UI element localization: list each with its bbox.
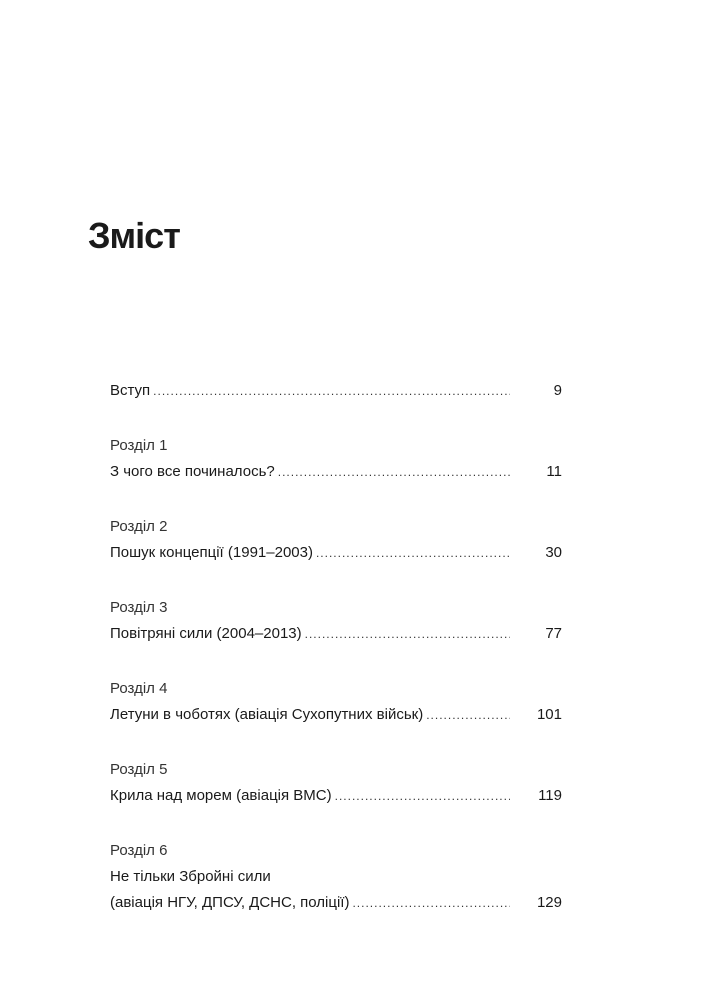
toc-entry-chapter-4 bbox=[110, 676, 562, 728]
toc-entry-chapter-3 bbox=[110, 595, 562, 647]
chapter-label: Розділ 4 bbox=[110, 680, 168, 697]
toc-line bbox=[110, 783, 562, 809]
dot-leader bbox=[335, 783, 510, 809]
toc-entry-title: Крила над морем (авіація ВМС) bbox=[110, 787, 332, 804]
chapter-label: Розділ 1 bbox=[110, 437, 168, 454]
toc-line bbox=[110, 378, 562, 404]
chapter-label: Розділ 6 bbox=[110, 842, 168, 859]
toc-entry-intro bbox=[110, 378, 562, 404]
table-of-contents bbox=[110, 378, 562, 945]
toc-entry-chapter-1 bbox=[110, 433, 562, 485]
chapter-label: Розділ 5 bbox=[110, 761, 168, 778]
toc-entry-chapter-5 bbox=[110, 757, 562, 809]
toc-line bbox=[110, 459, 562, 485]
page-number: 77 bbox=[545, 625, 562, 642]
dot-leader bbox=[426, 702, 510, 728]
page-title: Зміст bbox=[88, 215, 180, 256]
page-number: 119 bbox=[538, 787, 562, 804]
toc-entry-title: Летуни в чоботях (авіація Сухопутних військ) bbox=[110, 706, 424, 723]
toc-line bbox=[110, 621, 562, 647]
toc-entry-title-line: Не тільки Збройні сили bbox=[110, 868, 271, 885]
dot-leader bbox=[305, 621, 510, 647]
page-number: 11 bbox=[546, 463, 562, 480]
page-number: 101 bbox=[536, 706, 562, 723]
page-number: 129 bbox=[536, 894, 562, 911]
dot-leader bbox=[316, 540, 510, 566]
chapter-label: Розділ 2 bbox=[110, 518, 168, 535]
toc-entry-chapter-2 bbox=[110, 514, 562, 566]
toc-line bbox=[110, 890, 562, 916]
page-number: 9 bbox=[553, 382, 562, 399]
toc-entry-title: З чого все починалось? bbox=[110, 463, 275, 480]
toc-entry-title: (авіація НГУ, ДПСУ, ДСНС, поліції) bbox=[110, 894, 350, 911]
toc-line bbox=[110, 540, 562, 566]
chapter-label: Розділ 3 bbox=[110, 599, 168, 616]
toc-line bbox=[110, 864, 562, 890]
toc-entry-chapter-6 bbox=[110, 838, 562, 916]
dot-leader bbox=[352, 890, 510, 916]
page-number: 30 bbox=[545, 544, 562, 561]
toc-entry-title: Вступ bbox=[110, 382, 151, 399]
toc-entry-title: Пошук концепції (1991–2003) bbox=[110, 544, 313, 561]
dot-leader bbox=[278, 459, 510, 485]
toc-line bbox=[110, 702, 562, 728]
toc-entry-title: Повітряні сили (2004–2013) bbox=[110, 625, 302, 642]
dot-leader bbox=[153, 378, 510, 404]
